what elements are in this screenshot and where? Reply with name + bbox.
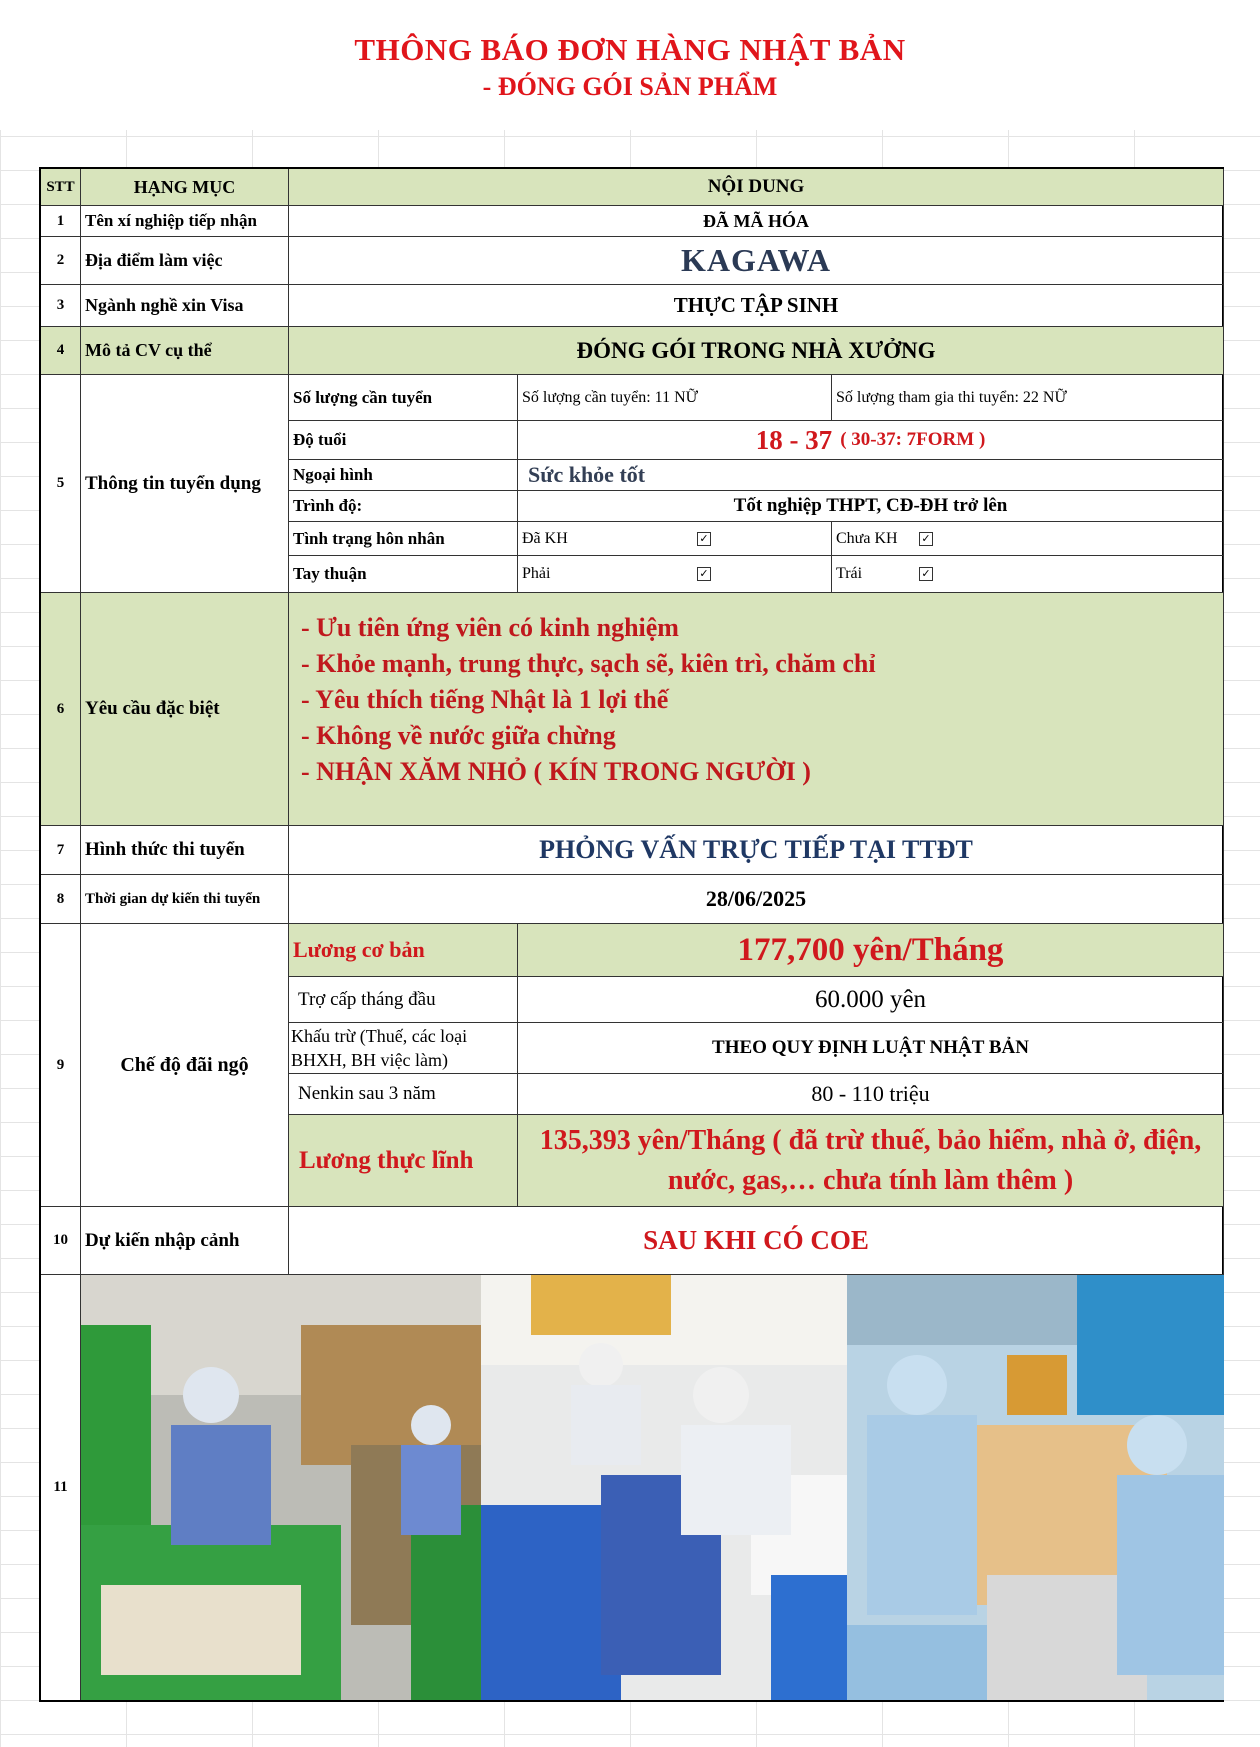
requirement-item: - Yêu thích tiếng Nhật là 1 lợi thế	[301, 685, 669, 714]
row-1-label: Tên xí nghiệp tiếp nhận	[81, 206, 289, 237]
row-10-label: Dự kiến nhập cảnh	[81, 1207, 289, 1275]
single-checkbox[interactable]: ✓	[919, 532, 933, 546]
married-label: Đã KH	[522, 529, 568, 547]
base-salary-label: Lương cơ bản	[289, 924, 518, 977]
allowance-value: 60.000 yên	[518, 977, 1224, 1023]
requirement-item: - Ưu tiên ứng viên có kinh nghiệm	[301, 613, 679, 642]
row-4-label: Mô tả CV cụ thể	[81, 327, 289, 375]
married-checkbox[interactable]: ✓	[697, 532, 711, 546]
row-4-stt: 4	[41, 327, 81, 375]
row-8-label: Thời gian dự kiến thi tuyển	[81, 875, 289, 924]
page-title: THÔNG BÁO ĐƠN HÀNG NHẬT BẢN	[354, 32, 906, 67]
exam-date: 28/06/2025	[289, 875, 1224, 924]
education-label: Trình độ:	[289, 491, 518, 522]
right-hand-checkbox[interactable]: ✓	[697, 567, 711, 581]
age-note: ( 30-37: 7FORM )	[840, 429, 986, 450]
row-1-stt: 1	[41, 206, 81, 237]
row-5-stt: 5	[41, 375, 81, 593]
deduction-value: THEO QUY ĐỊNH LUẬT NHẬT BẢN	[518, 1023, 1224, 1074]
row-3-label: Ngành nghề xin Visa	[81, 285, 289, 327]
factory-photo-2	[481, 1275, 847, 1700]
job-order-table	[39, 167, 1224, 1702]
visa-type: THỰC TẬP SINH	[289, 285, 1224, 327]
quantity-needed: Số lượng cần tuyển: 11 NỮ	[518, 375, 832, 421]
requirement-item: - NHẬN XĂM NHỎ ( KÍN TRONG NGƯỜI )	[301, 757, 811, 786]
row-11-stt: 11	[41, 1275, 81, 1700]
factory-photo-1	[81, 1275, 481, 1700]
row-8-stt: 8	[41, 875, 81, 924]
left-hand-checkbox[interactable]: ✓	[919, 567, 933, 581]
marital-married	[518, 522, 832, 556]
factory-photo-3	[847, 1275, 1224, 1700]
age-value-cell	[518, 421, 1224, 460]
row-6-stt: 6	[41, 593, 81, 826]
net-salary-label: Lương thực lĩnh	[289, 1115, 518, 1207]
row-2-label: Địa điểm làm việc	[81, 237, 289, 285]
row-7-label: Hình thức thi tuyển	[81, 826, 289, 875]
base-salary-value: 177,700 yên/Tháng	[518, 924, 1224, 977]
header-content: NỘI DUNG	[289, 169, 1224, 206]
hand-right	[518, 556, 832, 593]
quantity-label: Số lượng cần tuyển	[289, 375, 518, 421]
row-5-label: Thông tin tuyển dụng	[81, 375, 289, 593]
hand-label: Tay thuận	[289, 556, 518, 593]
row-10-stt: 10	[41, 1207, 81, 1275]
age-label: Độ tuổi	[289, 421, 518, 460]
age-range: 18 - 37	[755, 424, 833, 455]
allowance-label: Trợ cấp tháng đầu	[289, 977, 518, 1023]
row-2-stt: 2	[41, 237, 81, 285]
row-9-label: Chế độ đãi ngộ	[81, 924, 289, 1207]
right-hand-label: Phải	[522, 565, 551, 582]
nenkin-value: 80 - 110 triệu	[518, 1074, 1224, 1115]
special-requirements	[289, 593, 1224, 826]
page-subtitle: - ĐÓNG GÓI SẢN PHẨM	[482, 72, 778, 101]
education-value: Tốt nghiệp THPT, CĐ-ĐH trở lên	[518, 491, 1224, 522]
left-hand-label: Trái	[836, 565, 863, 582]
marital-single	[832, 522, 1224, 556]
header-stt: STT	[41, 169, 81, 206]
entry-schedule: SAU KHI CÓ COE	[289, 1207, 1224, 1275]
quantity-exam: Số lượng tham gia thi tuyển: 22 NỮ	[832, 375, 1224, 421]
row-7-stt: 7	[41, 826, 81, 875]
net-salary-value: 135,393 yên/Tháng ( đã trừ thuế, bảo hiểm, nhà ở, điện, nước, gas,… chưa tính làm thêm )	[518, 1115, 1224, 1207]
appearance-value: Sức khỏe tốt	[518, 460, 1224, 491]
nenkin-label: Nenkin sau 3 năm	[289, 1074, 518, 1115]
hand-left	[832, 556, 1224, 593]
row-3-stt: 3	[41, 285, 81, 327]
row-6-label: Yêu cầu đặc biệt	[81, 593, 289, 826]
requirement-item: - Khỏe mạnh, trung thực, sạch sẽ, kiên trì, chăm chỉ	[301, 649, 876, 678]
work-location: KAGAWA	[289, 237, 1224, 285]
row-9-stt: 9	[41, 924, 81, 1207]
single-label: Chưa KH	[836, 529, 898, 547]
marital-label: Tình trạng hôn nhân	[289, 522, 518, 556]
requirement-item: - Không về nước giữa chừng	[301, 721, 616, 750]
appearance-label: Ngoại hình	[289, 460, 518, 491]
exam-format: PHỎNG VẤN TRỰC TIẾP TẠI TTĐT	[289, 826, 1224, 875]
deduction-label: Khấu trừ (Thuế, các loại BHXH, BH việc làm)	[289, 1023, 518, 1074]
title-area	[0, 0, 1260, 130]
job-description: ĐÓNG GÓI TRONG NHÀ XƯỞNG	[289, 327, 1224, 375]
company-name: ĐÃ MÃ HÓA	[289, 206, 1224, 237]
header-category: HẠNG MỤC	[81, 169, 289, 206]
